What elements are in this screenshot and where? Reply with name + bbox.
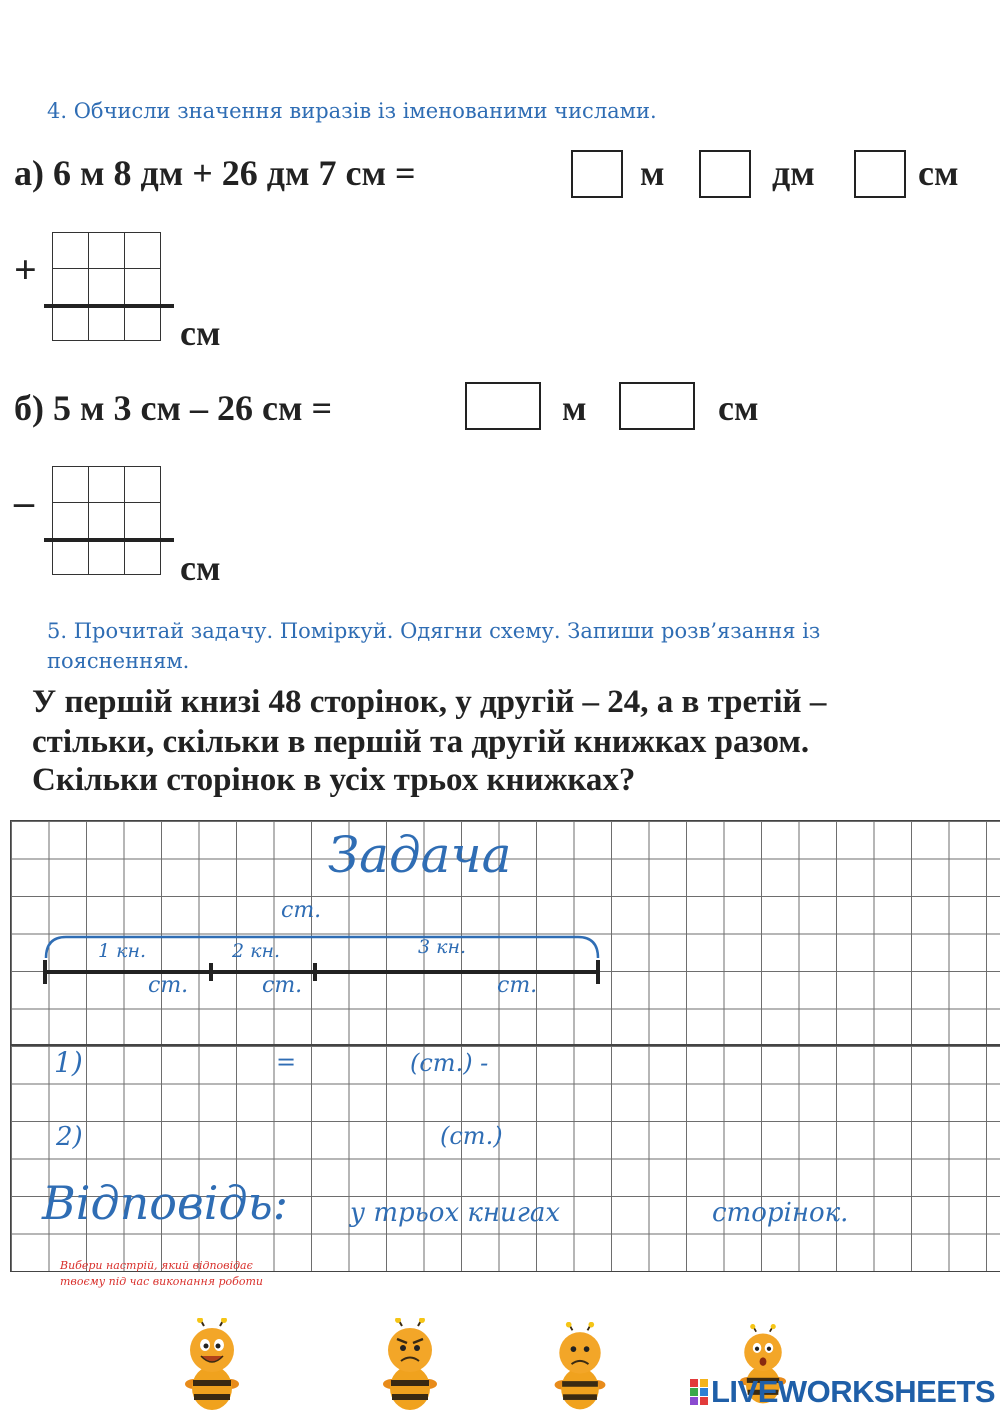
answer-word: Відповідь: xyxy=(42,1176,289,1230)
scheme-total-label[interactable]: ст. xyxy=(281,898,322,923)
task4b-column-grid[interactable] xyxy=(52,466,161,575)
mood-angry-bee-icon[interactable] xyxy=(376,1318,444,1412)
answer-text[interactable]: у трьох книгах xyxy=(350,1198,561,1228)
liveworksheets-logo xyxy=(690,1374,995,1410)
mood-sad-bee-icon[interactable] xyxy=(548,1322,612,1412)
answer-unit[interactable]: сторінок. xyxy=(712,1198,849,1228)
step1-unit[interactable]: (ст.) - xyxy=(410,1049,489,1077)
step2-unit[interactable]: (ст.) xyxy=(440,1122,503,1150)
liveworksheets-mark-icon xyxy=(690,1379,708,1405)
task4a-expression: а) 6 м 8 дм + 26 дм 7 см = xyxy=(14,153,416,193)
task4-title: 4. Обчисли значення виразів із іменованими числами. xyxy=(47,99,657,123)
scheme-seg2-label: 2 кн. xyxy=(232,940,281,962)
scheme-seg1-label: 1 кн. xyxy=(98,940,147,962)
notebook-heading: Задача xyxy=(328,826,512,884)
task4a-column-grid[interactable] xyxy=(52,232,161,341)
task5-problem-line1: У першій книзі 48 сторінок, у другій – 24, а в третій – xyxy=(32,684,827,720)
task4a-answer-cm-box[interactable] xyxy=(854,150,906,198)
scheme-seg3-unit[interactable]: ст. xyxy=(497,973,538,998)
task4b-unit-m: м xyxy=(562,388,587,428)
task4a-plus-sign: + xyxy=(14,247,37,292)
step1-equals: = xyxy=(276,1048,297,1076)
task4b-unit-cm: см xyxy=(718,388,759,428)
scheme-seg1-unit[interactable]: ст. xyxy=(148,973,189,998)
task4a-unit-m: м xyxy=(640,153,665,193)
task4a-answer-m-box[interactable] xyxy=(571,150,623,198)
task5-title-line2: поясненням. xyxy=(47,649,190,673)
task4b-answer-m-box[interactable] xyxy=(465,382,541,430)
task4b-column-unit: см xyxy=(180,548,221,588)
task5-problem-line3: Скільки сторінок в усіх трьох книжках? xyxy=(32,762,636,798)
mood-note-line2: твоєму під час виконання роботи xyxy=(60,1275,264,1288)
mood-note-line1: Вибери настрій, який відповідає xyxy=(60,1259,253,1272)
task4a-unit-dm: дм xyxy=(772,153,815,193)
task4b-answer-cm-box[interactable] xyxy=(619,382,695,430)
task4a-unit-cm: см xyxy=(918,153,959,193)
task4a-answer-dm-box[interactable] xyxy=(699,150,751,198)
task4b-expression: б) 5 м 3 см – 26 см = xyxy=(14,388,333,428)
task4b-minus-sign: – xyxy=(14,479,34,524)
task5-title-line1: 5. Прочитай задачу. Поміркуй. Одягни схему. Запиши розв’язання із xyxy=(47,619,821,643)
mood-happy-bee-icon[interactable] xyxy=(178,1318,246,1412)
notebook-divider xyxy=(10,1044,1000,1046)
task4a-column-unit: см xyxy=(180,313,221,353)
liveworksheets-name: LIVEWORKSHEETS xyxy=(711,1374,996,1409)
task4a-sum-line xyxy=(44,304,174,308)
step2-number: 2) xyxy=(56,1122,83,1152)
task5-problem-line2: стільки, скільки в першій та другій книжках разом. xyxy=(32,724,810,760)
step1-number: 1) xyxy=(54,1046,83,1079)
scheme-seg2-unit[interactable]: ст. xyxy=(262,973,303,998)
scheme-seg3-label: 3 кн. xyxy=(418,936,467,958)
task4b-difference-line xyxy=(44,538,174,542)
